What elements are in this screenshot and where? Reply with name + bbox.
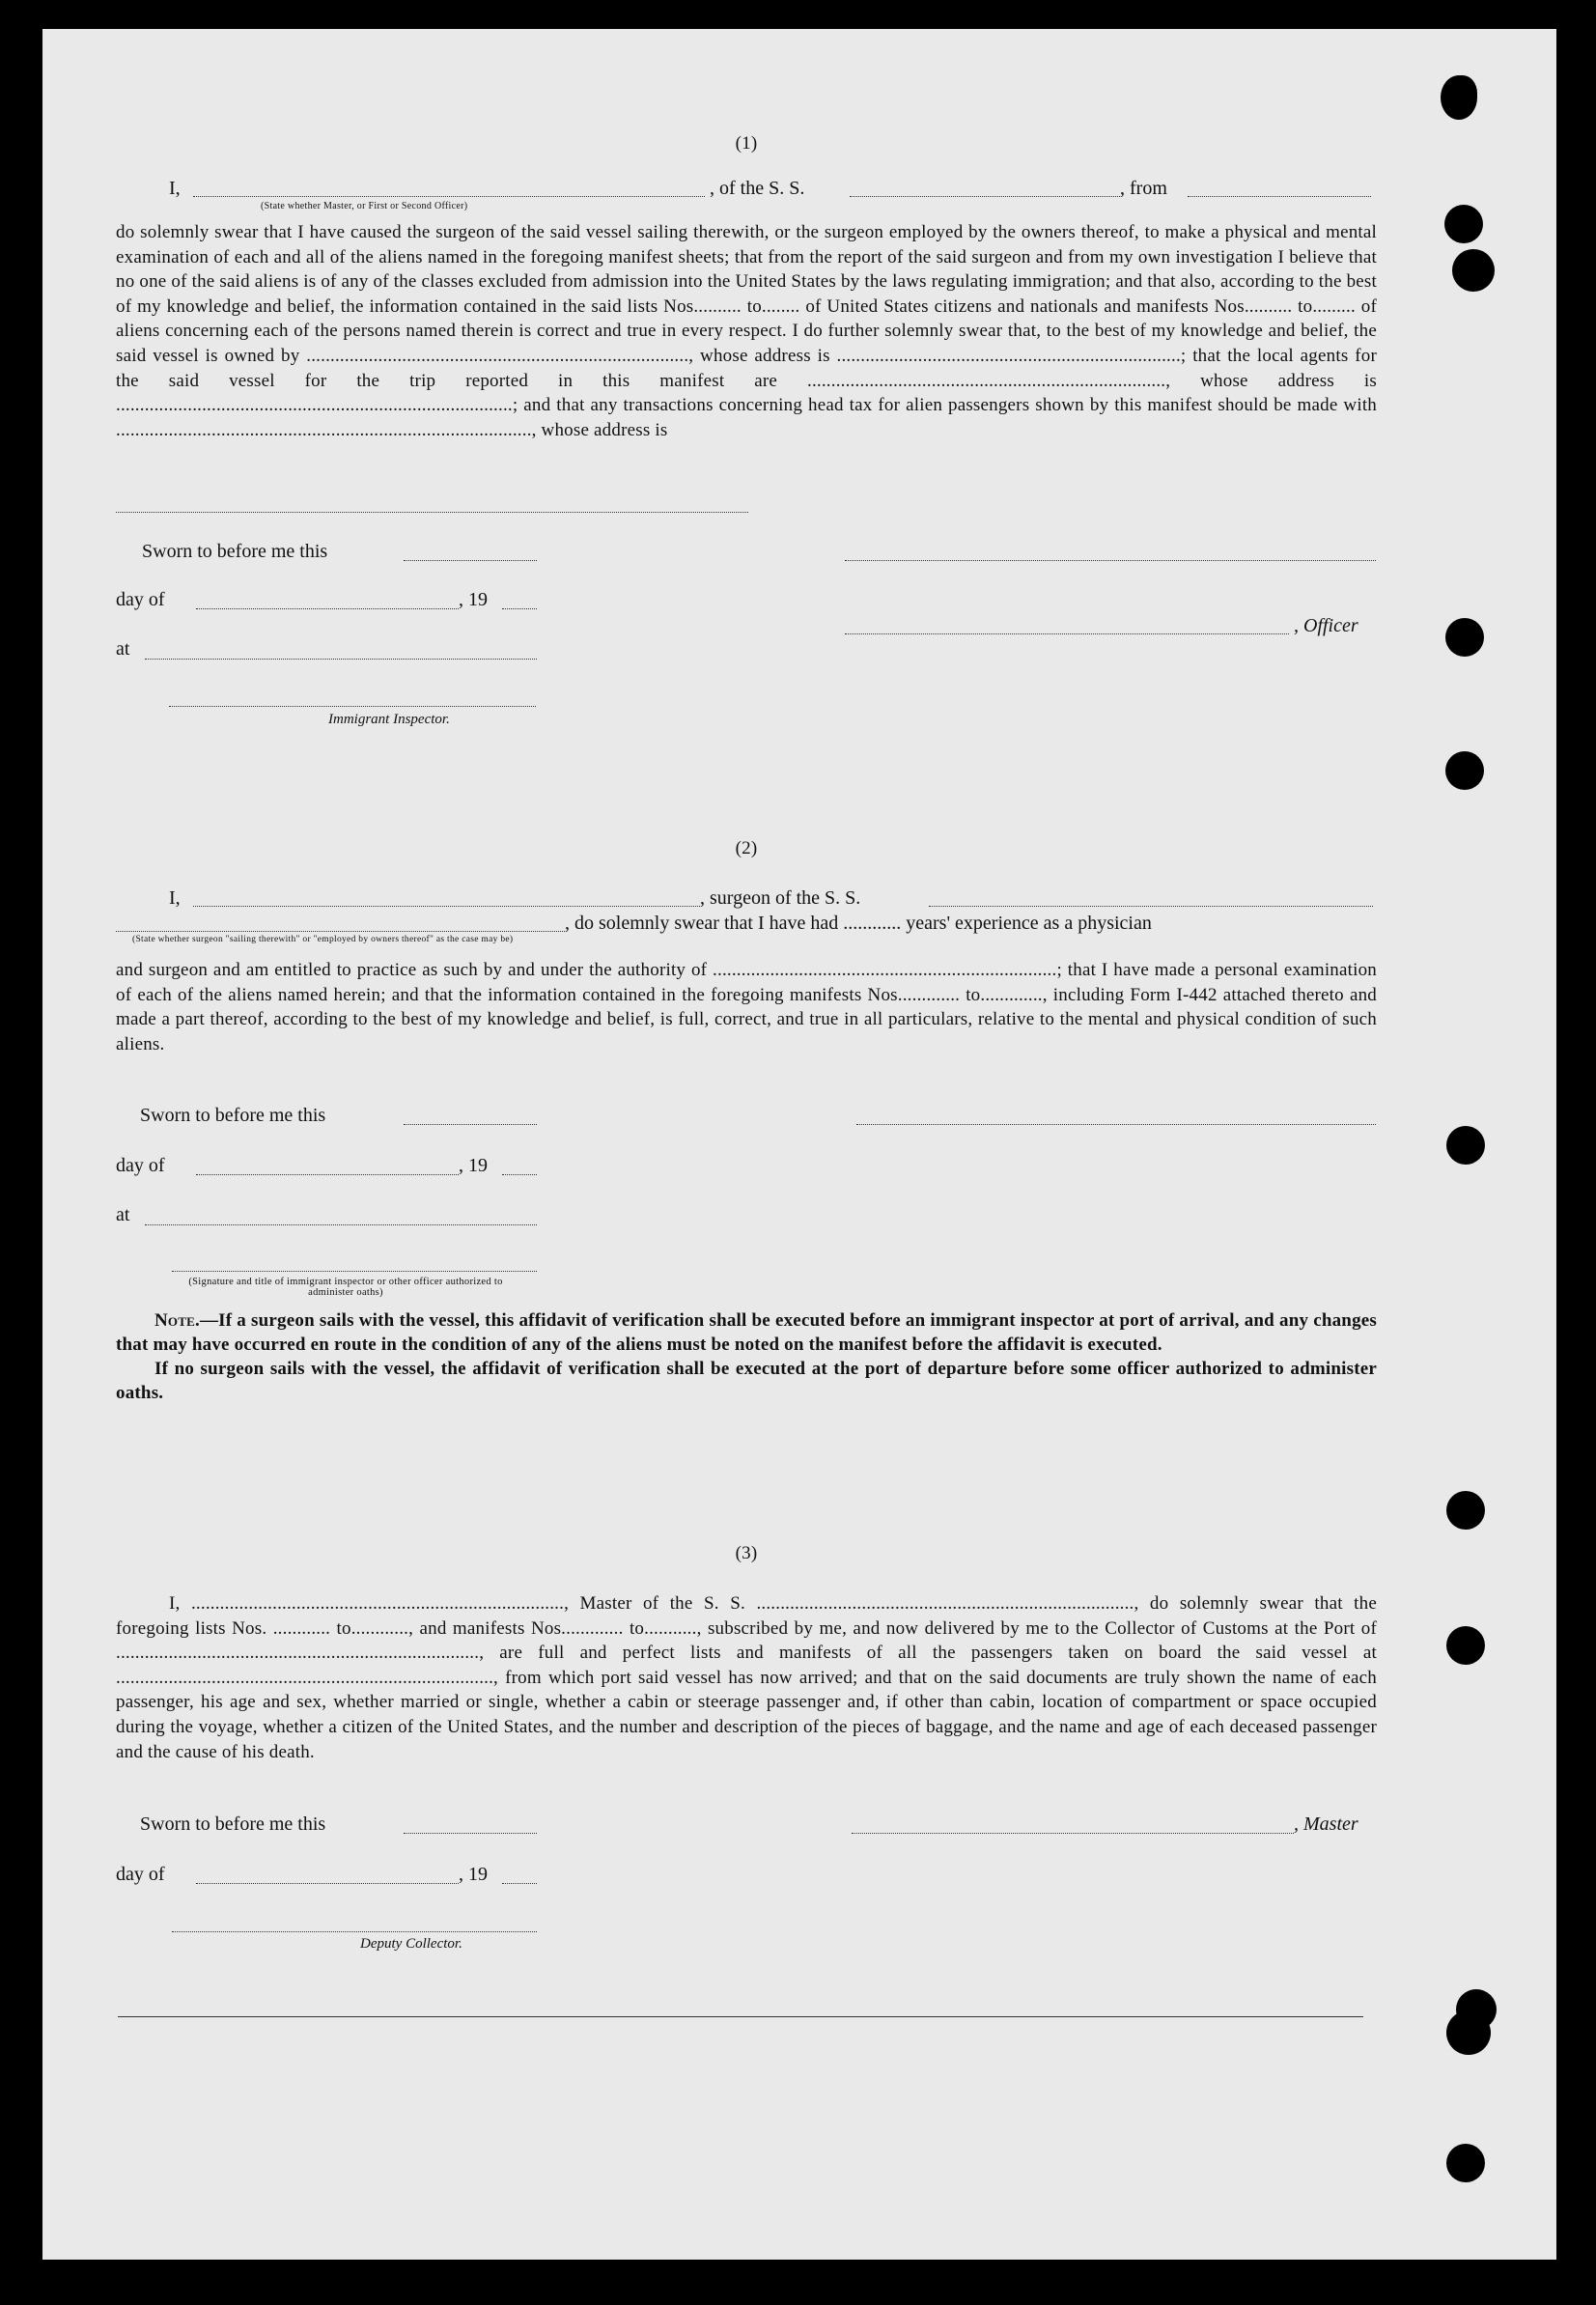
s1-inspector-signature-field[interactable]	[169, 706, 536, 707]
s3-year-label: , 19	[459, 1864, 488, 1885]
binder-hole	[1446, 1626, 1485, 1665]
s1-officer-name-field[interactable]	[845, 633, 1289, 634]
s2-signature-caption: (Signature and title of immigrant inspector or other officer authorized to administer oaths)	[188, 1277, 503, 1298]
s1-body-text: do solemnly swear that I have caused the surgeon of the said vessel sailing therewith, or the surgeon employed by the owners thereof, to make a physical and mental examination of each and all of the aliens named in the foregoing manifest sheets; that from the report of the said surgeon and from my own investigation I believe that no one of the said aliens is of any of the classes excluded from admission into the United States by the laws regulating immigration; and that also, according to the best of my knowledge and belief, the information contained in the said lists Nos.......... to........ of United States citizens and nationals and manifests Nos.......... to......... of aliens concerning each of the persons named therein is correct and true in every respect. I do further solemnly swear that, to the best of my knowledge and belief, the said vessel is owned by ................................................................................, whose address is ........................................................................; that the local agents for the said vessel for the trip reported in this manifest are ..........................................................................., whose address is ...................................................................................; and that any transactions concerning head tax for alien passengers shown by this manifest should be made with ......................................................................................., whose address is	[116, 222, 1377, 440]
s2-surgeon-type-field[interactable]	[116, 931, 565, 932]
s1-from-label: , from	[1120, 178, 1167, 199]
s3-body	[116, 1591, 1377, 1764]
s2-day-of-label: day of	[116, 1155, 165, 1176]
s1-inspector-label: Immigrant Inspector.	[328, 712, 450, 727]
s1-sworn-label: Sworn to before me this	[142, 541, 328, 562]
binder-hole	[1446, 1491, 1485, 1530]
s3-day-field[interactable]	[196, 1883, 459, 1884]
s2-sworn-date-field[interactable]	[404, 1124, 537, 1125]
s3-sworn-date-field[interactable]	[404, 1833, 537, 1834]
s2-day-field[interactable]	[196, 1174, 459, 1175]
s1-body	[116, 220, 1377, 442]
section-3-heading: (3)	[735, 1543, 758, 1563]
s1-day-field[interactable]	[196, 608, 459, 609]
s3-sworn-label: Sworn to before me this	[140, 1813, 326, 1835]
s2-vessel-field[interactable]	[929, 906, 1373, 907]
s1-year-label: , 19	[459, 589, 488, 610]
s2-note-text: —If a surgeon sails with the vessel, this affidavit of verification shall be executed before an immigrant inspector at port of arrival, and any changes that may have occurred en route in the condition of any of the aliens must be noted on the manifest before the affidavit is executed.	[116, 1310, 1377, 1355]
s2-surgeon-signature-field[interactable]	[856, 1124, 1376, 1125]
binder-hole	[1446, 1126, 1485, 1165]
s1-day-of-label: day of	[116, 589, 165, 610]
s2-at-label: at	[116, 1204, 130, 1225]
binder-hole	[1446, 2144, 1485, 2182]
s2-line2: , do solemnly swear that I have had ............ years' experience as a physician	[565, 913, 1152, 934]
binder-hole	[1452, 249, 1495, 292]
section-2	[116, 836, 1377, 861]
s1-vessel-name-field[interactable]	[850, 196, 1120, 197]
s3-year-field[interactable]	[502, 1883, 537, 1884]
s1-oath-i: I,	[169, 178, 181, 199]
binder-hole	[1445, 618, 1484, 657]
bottom-rule	[118, 2016, 1363, 2017]
s2-body-text: and surgeon and am entitled to practice as such by and under the authority of ........................................................................; that I have made a personal examination of each of the aliens named herein; and that the information contained in the foregoing manifests Nos............. to............., including Form I-442 attached thereto and made a part thereof, according to the best of my knowledge and belief, is full, correct, and true in all particulars, relative to the mental and physical condition of such aliens.	[116, 960, 1377, 1054]
s3-master-signature-field[interactable]	[852, 1833, 1294, 1834]
s3-body-text: I, .............................................................................., Master of the S. S. ..............................................................................., do solemnly swear that the foregoing lists Nos. ............ to............, and manifests Nos............. to..........., subscribed by me, and now delivered by me to the Collector of Customs at the Port of ............................................................................, are full and perfect lists and manifests of all the passengers taken on board the said vessel at ..............................................................................., from which port said vessel has now arrived; and that on the said documents are truly shown the name of each passenger, his age and sex, whether married or single, whether a cabin or steerage passenger and, if other than cabin, location of compartment or space occupied during the voyage, whether a citizen of the United States, and the number and description of the pieces of baggage, and the name and age of each deceased passenger and the cause of his death.	[116, 1593, 1377, 1762]
binder-hole	[1445, 751, 1484, 790]
binder-hole	[1441, 75, 1477, 120]
s2-body	[116, 958, 1377, 1056]
section-2-heading: (2)	[735, 838, 758, 858]
s2-at-field[interactable]	[145, 1224, 537, 1225]
s1-address-field[interactable]	[116, 512, 748, 513]
s2-note	[116, 1308, 1377, 1405]
s2-note-paragraph	[116, 1308, 1377, 1357]
s1-of-ss-label: , of the S. S.	[710, 178, 805, 199]
s1-year-field[interactable]	[502, 608, 537, 609]
s1-officer-label: , Officer	[1294, 615, 1358, 636]
binder-hole	[1444, 205, 1483, 243]
s1-sworn-date-field[interactable]	[404, 560, 537, 561]
binder-hole	[1446, 2010, 1491, 2055]
s2-note2: If no surgeon sails with the vessel, the affidavit of verification shall be executed at the port of departure before some officer authorized to administer oaths.	[116, 1359, 1377, 1403]
s2-sworn-label: Sworn to before me this	[140, 1105, 326, 1126]
s3-deputy-signature-field[interactable]	[172, 1931, 537, 1932]
s1-from-port-field[interactable]	[1188, 196, 1371, 197]
section-3	[116, 1541, 1377, 1566]
s2-year-label: , 19	[459, 1155, 488, 1176]
s2-caption-surgeon-type: (State whether surgeon "sailing therewith" or "employed by owners thereof" as the case may be)	[132, 935, 514, 944]
s2-oath-i: I,	[169, 887, 181, 909]
s2-surgeon-label: , surgeon of the S. S.	[700, 887, 861, 909]
s1-officer-rank-field[interactable]	[193, 196, 705, 197]
s3-master-label: , Master	[1294, 1813, 1358, 1835]
s3-deputy-label: Deputy Collector.	[360, 1936, 462, 1952]
s1-at-label: at	[116, 638, 130, 660]
s3-day-of-label: day of	[116, 1864, 165, 1885]
s2-inspector-signature-field[interactable]	[172, 1271, 537, 1272]
section-1	[116, 131, 1377, 156]
s1-at-field[interactable]	[145, 659, 537, 660]
s2-note-label: Note.	[154, 1310, 200, 1331]
s2-surgeon-name-field[interactable]	[193, 906, 700, 907]
section-1-heading: (1)	[735, 133, 758, 154]
s1-officer-signature-field[interactable]	[845, 560, 1376, 561]
s2-year-field[interactable]	[502, 1174, 537, 1175]
s1-caption-rank: (State whether Master, or First or Second Officer)	[261, 201, 468, 211]
